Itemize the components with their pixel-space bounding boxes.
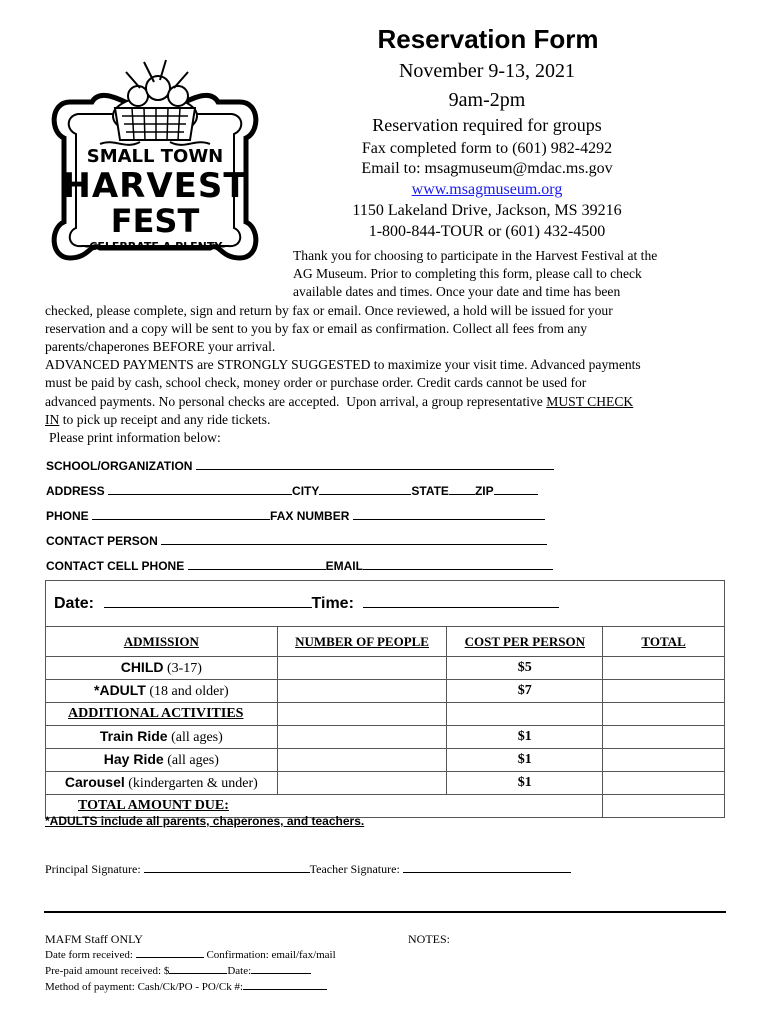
carousel-label-cell [46,772,278,795]
train-cost: $1 [447,726,603,749]
intro-line: parents/chaperones BEFORE your arrival. [45,339,276,354]
address-info: 1150 Lakeland Drive, Jackson, MS 39216 [352,202,622,219]
carousel-label: Carousel [64,774,125,790]
table-row [46,749,725,772]
table-row [46,772,725,795]
page-title: Reservation Form [377,24,599,54]
hay-range: (all ages) [163,753,219,768]
must-check-emphasis: MUST CHECK [546,394,634,409]
email-label: EMAIL [325,559,363,573]
grand-total-cell[interactable] [603,795,725,818]
zip-input-line[interactable] [494,484,538,495]
hay-label-cell [46,749,278,772]
staff-received-row [45,948,336,961]
principal-signature-line[interactable] [144,862,310,873]
train-people-cell[interactable] [277,726,447,749]
prepaid-line[interactable] [169,964,227,974]
header-cost: COST PER PERSON [447,627,603,657]
confirmation-label: Confirmation: email/fax/mail [206,949,336,961]
child-label: CHILD [120,659,164,675]
teacher-signature-label: Teacher Signature: [309,862,400,876]
adult-label: *ADULT [94,682,146,698]
payment-line: must be paid by cash, school check, money order or purchase order. Credit cards cannot be used for [45,375,587,390]
fax-input-line[interactable] [353,509,545,520]
received-label: Date form received: [45,949,133,961]
cell-label: CONTACT CELL PHONE [46,559,185,573]
empty-cell [277,703,447,726]
hay-cost: $1 [447,749,603,772]
zip-label: ZIP [474,484,494,498]
carousel-total-cell[interactable] [603,772,725,795]
cell-email-row [46,559,553,573]
contact-row [46,534,547,548]
train-label: Train Ride [99,728,168,744]
staff-only-title: MAFM Staff ONLY [45,932,143,946]
intro-line: checked, please complete, sign and return by fax or email. Once reviewed, a hold will be issued for your [45,303,613,318]
adult-label-cell [46,680,278,703]
school-label: SCHOOL/ORGANIZATION [46,459,193,473]
payment-text: advanced payments. No personal checks are accepted. Upon arrival, a group representative [45,394,547,409]
staff-date-label: Date: [227,965,252,977]
date-time-row [46,581,725,627]
intro-line: Thank you for choosing to participate in the Harvest Festival at the [293,248,658,263]
train-total-cell[interactable] [603,726,725,749]
carousel-cost: $1 [447,772,603,795]
address-label: ADDRESS [46,484,105,498]
harvest-fest-logo [40,42,270,274]
email-info: Email to: msagmuseum@mdac.ms.gov [361,160,613,177]
date-input-line[interactable] [104,595,312,608]
logo-line3: FEST [110,202,200,240]
adult-people-cell[interactable] [277,680,447,703]
payment-text: to pick up receipt and any ride tickets. [59,412,271,427]
event-hours: 9am-2pm [448,89,526,111]
phone-row [46,509,545,523]
method-label: Method of payment: Cash/Ck/PO - PO/Ck #: [45,981,243,993]
signature-row [45,862,571,877]
payment-line: ADVANCED PAYMENTS are STRONGLY SUGGESTED to maximize your visit time. Advanced payments [45,357,641,372]
fax-label: FAX NUMBER [270,509,350,523]
adult-total-cell[interactable] [603,680,725,703]
total-due-label: TOTAL AMOUNT DUE: [46,795,603,818]
address-input-line[interactable] [108,484,292,495]
in-emphasis: IN [45,412,60,427]
train-range: (all ages) [167,730,223,745]
table-row [46,680,725,703]
table-row [46,657,725,680]
logo-line1: SMALL TOWN [86,146,224,167]
phone-info: 1-800-844-TOUR or (601) 432-4500 [368,223,606,240]
intro-line: available dates and times. Once your date and time has been [293,284,621,299]
email-input-line[interactable] [363,559,553,570]
empty-cell [447,703,603,726]
child-range: (3-17) [163,661,202,676]
adults-footnote: *ADULTS include all parents, chaperones, and teachers. [45,814,365,828]
print-instruction: Please print information below: [49,430,221,445]
city-input-line[interactable] [319,484,411,495]
hay-label: Hay Ride [103,751,164,767]
contact-input-line[interactable] [161,534,547,545]
city-label: CITY [292,484,320,498]
child-label-cell [46,657,278,680]
child-total-cell[interactable] [603,657,725,680]
method-line[interactable] [243,980,327,990]
admission-table [45,580,725,818]
intro-line: reservation and a copy will be sent to you by fax or email as confirmation. Collect all fees from any [45,321,588,336]
train-label-cell [46,726,278,749]
time-input-line[interactable] [363,595,559,608]
logo-tagline: -CELEBRATE A PLENTY- [84,240,226,253]
hay-total-cell[interactable] [603,749,725,772]
carousel-people-cell[interactable] [277,772,447,795]
adult-range: (18 and older) [145,684,229,699]
state-input-line[interactable] [449,484,475,495]
child-people-cell[interactable] [277,657,447,680]
payment-line [45,393,633,411]
cell-input-line[interactable] [188,559,326,570]
date-label: Date: [54,594,95,612]
additional-activities-label: ADDITIONAL ACTIVITIES [46,703,278,726]
table-row [46,703,725,726]
table-row [46,726,725,749]
reservation-requirement: Reservation required for groups [372,115,602,135]
intro-line: AG Museum. Prior to completing this form, please call to check [293,266,642,281]
address-row [46,484,538,498]
phone-label: PHONE [46,509,89,523]
school-field[interactable] [46,459,554,473]
child-cost: $5 [447,657,603,680]
staff-date-line[interactable] [251,964,311,974]
payment-line [45,411,270,429]
hay-people-cell[interactable] [277,749,447,772]
received-line[interactable] [136,948,204,958]
prepaid-label: Pre-paid amount received: $ [45,965,170,977]
state-label: STATE [411,484,449,498]
time-label: Time: [311,594,354,612]
phone-input-line[interactable] [92,509,270,520]
fax-info: Fax completed form to (601) 982-4292 [361,140,613,157]
contact-label: CONTACT PERSON [46,534,158,548]
staff-method-row [45,980,327,993]
principal-signature-label: Principal Signature: [45,862,141,876]
staff-prepaid-row [45,964,311,977]
event-dates: November 9-13, 2021 [398,60,576,82]
adult-cost: $7 [447,680,603,703]
header-total: TOTAL [603,627,725,657]
carousel-range: (kindergarten & under) [124,776,258,791]
header-admission: ADMISSION [46,627,278,657]
empty-cell [603,703,725,726]
notes-label: NOTES: [408,932,450,946]
teacher-signature-line[interactable] [403,862,571,873]
logo-line2: HARVEST [62,166,248,206]
header-people: NUMBER OF PEOPLE [277,627,447,657]
school-input-line[interactable] [196,459,554,470]
website-link[interactable]: www.msagmuseum.org [411,181,563,198]
divider [44,911,726,913]
